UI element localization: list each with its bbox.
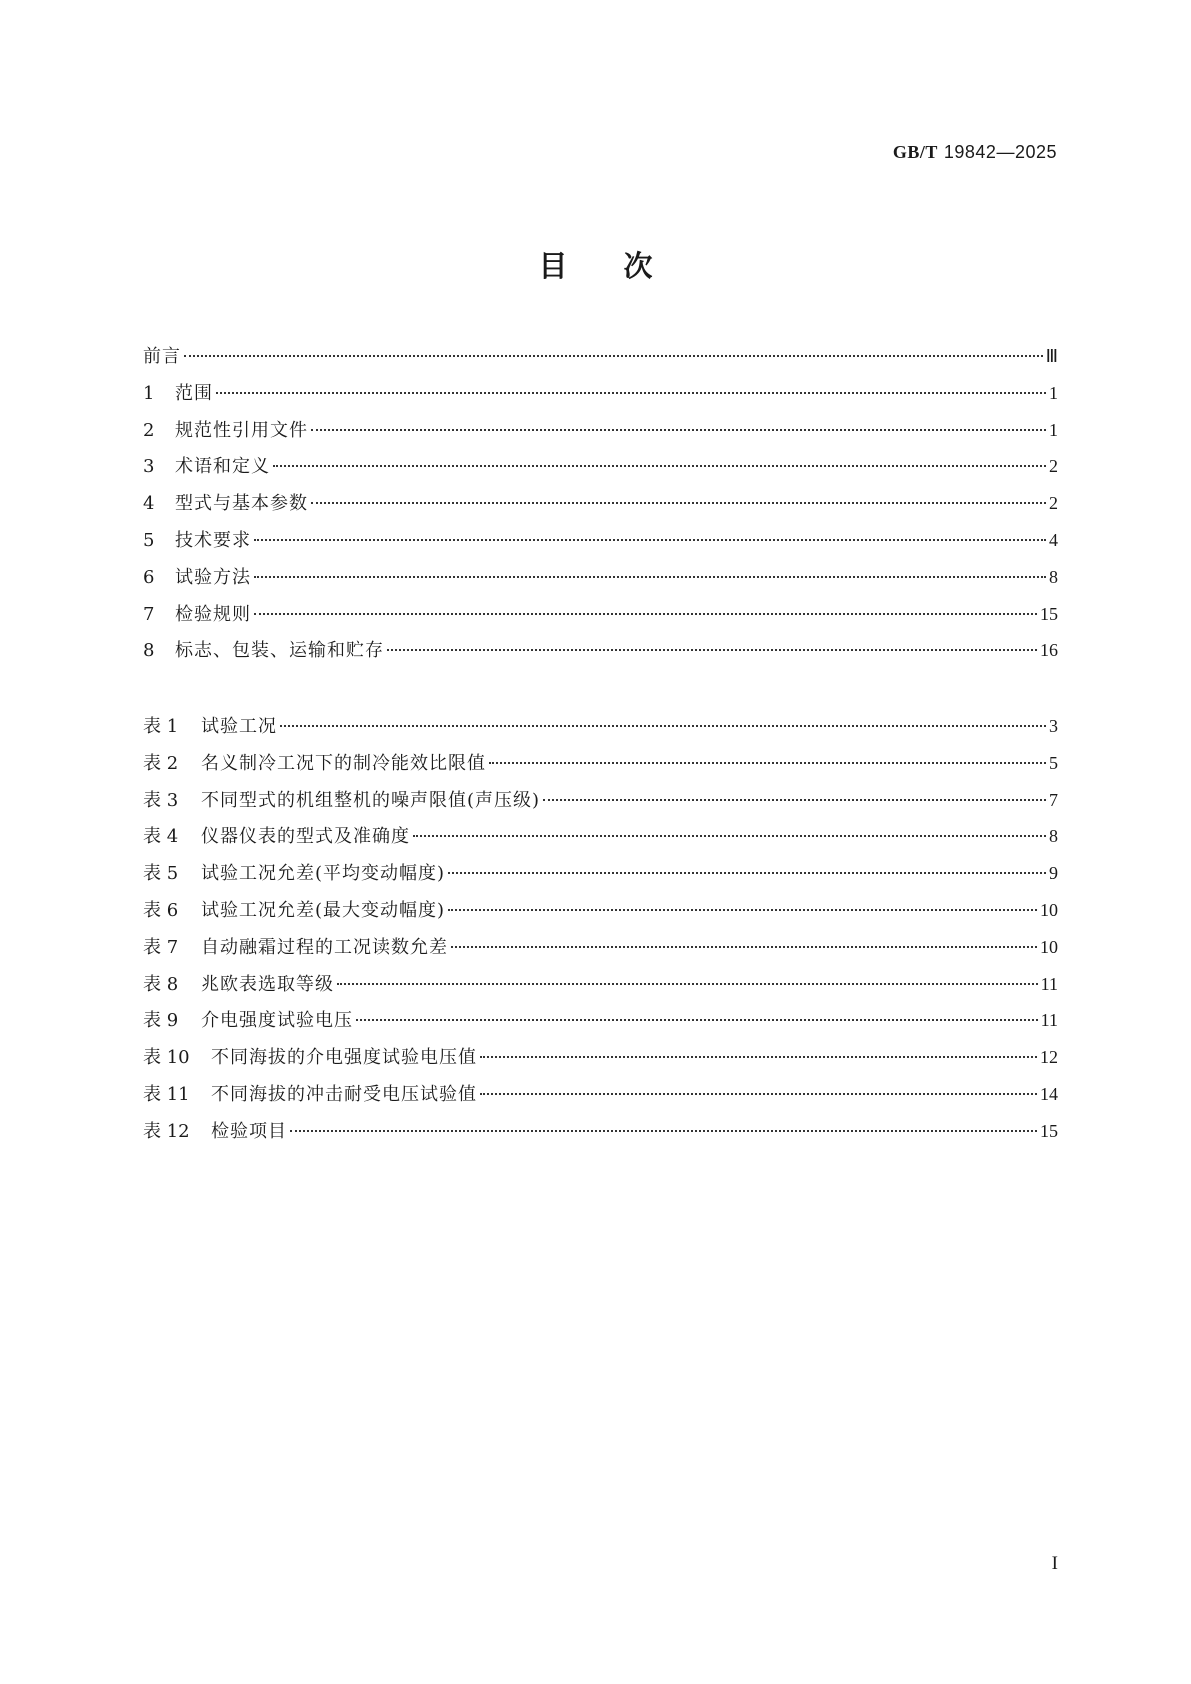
toc-entry[interactable] [143,898,1058,935]
toc-entry[interactable] [143,528,1058,565]
toc-tables-list [143,714,1058,1156]
dot-leader [311,429,1046,431]
toc-entry-number: 表 6 [143,899,179,921]
toc-entry-page: Ⅲ [1045,346,1058,366]
toc-entry[interactable] [143,751,1058,788]
toc-entry[interactable] [143,454,1058,491]
toc-entry-label: 兆欧表选取等级 [201,973,334,995]
toc-entry-page: 1 [1049,419,1058,440]
dot-leader [489,762,1046,764]
toc-entry-page: 10 [1040,936,1058,957]
toc-entry[interactable] [143,1119,1058,1156]
dot-leader [480,1093,1037,1095]
toc-entry-number: 表 8 [143,973,179,995]
dot-leader [337,983,1038,985]
dot-leader [273,465,1046,467]
toc-entry-label: 标志、包装、运输和贮存 [175,640,384,662]
toc-entry[interactable] [143,972,1058,1009]
toc-entry-page: 3 [1049,716,1058,736]
standard-number [893,142,1057,163]
toc-entry[interactable] [143,714,1058,751]
toc-entry-label: 试验工况允差(平均变动幅度) [201,863,446,885]
toc-entry-number: 6 [143,566,155,588]
toc-entry-label: 前言 [143,346,181,367]
toc-entry-number: 表 11 [143,1083,190,1105]
dot-leader [216,392,1046,394]
toc-entry-page: 14 [1040,1083,1058,1104]
toc-entry-page: 15 [1040,603,1058,624]
toc-entry-number: 5 [143,529,155,551]
toc-entry-label: 范围 [175,382,213,404]
toc-entry-page: 1 [1049,382,1058,403]
toc-entry-page: 2 [1049,493,1058,514]
toc-entry-number: 7 [143,603,155,625]
dot-leader [184,355,1043,357]
toc-entry[interactable] [143,638,1058,675]
toc-entry-label: 不同海拔的冲击耐受电压试验值 [211,1083,477,1105]
toc-entry-number: 表 3 [143,789,179,811]
toc-entry-label: 介电强度试验电压 [201,1010,353,1032]
toc-entry[interactable] [143,602,1058,639]
toc-entry-page: 12 [1040,1047,1058,1068]
toc-entry-number: 表 12 [143,1120,190,1142]
toc-entry-page: 11 [1040,1010,1058,1031]
toc-entry-label: 型式与基本参数 [175,493,308,515]
dot-leader [311,502,1046,504]
toc-entry-number: 表 4 [143,826,179,848]
dot-leader [413,835,1046,837]
toc-entry-number: 3 [143,456,155,478]
toc-entry-number: 2 [143,419,155,441]
toc-entry-number: 8 [143,640,155,662]
toc-entry[interactable] [143,1045,1058,1082]
toc-entry-number: 表 5 [143,863,179,885]
toc-entry[interactable] [143,381,1058,418]
toc-entry-page: 15 [1040,1120,1058,1141]
dot-leader [254,613,1037,615]
dot-leader [280,725,1046,727]
toc-entry[interactable] [143,861,1058,898]
toc-entry-label: 试验工况允差(最大变动幅度) [201,899,446,921]
toc-entry-page: 16 [1040,640,1058,661]
toc-entry-label: 不同型式的机组整机的噪声限值(声压级) [201,789,541,811]
toc-entry-page: 5 [1049,752,1058,773]
toc-entry-number: 表 2 [143,752,179,774]
toc-entry[interactable] [143,788,1058,825]
dot-leader [254,539,1046,541]
standard-id: 19842—2025 [943,142,1057,162]
toc-entry-number: 表 10 [143,1047,190,1069]
dot-leader [448,909,1037,911]
toc-entry[interactable] [143,491,1058,528]
toc-entry[interactable] [143,344,1058,381]
toc-entry[interactable] [143,418,1058,455]
page-number: I [1051,1553,1058,1574]
toc-entry-label: 技术要求 [175,529,251,551]
toc-entry-label: 不同海拔的介电强度试验电压值 [211,1047,477,1069]
toc-entry-label: 检验项目 [211,1120,287,1142]
dot-leader [290,1130,1037,1132]
toc-entry-number: 1 [143,382,155,404]
toc-entry-number: 表 7 [143,936,179,958]
toc-entry-number: 表 1 [143,716,179,737]
toc-entry-label: 试验工况 [201,716,277,737]
toc-entry[interactable] [143,824,1058,861]
toc-entry-label: 自动融霜过程的工况读数允差 [201,936,448,958]
toc-entry-label: 术语和定义 [175,456,270,478]
toc-entry-page: 8 [1049,566,1058,587]
toc-sections-list [143,344,1058,675]
toc-entry-page: 10 [1040,899,1058,920]
toc-entry-label: 试验方法 [175,566,251,588]
toc-entry-number: 表 9 [143,1010,179,1032]
toc-entry-page: 9 [1049,863,1058,884]
toc-entry-page: 8 [1049,826,1058,847]
toc-entry-label: 规范性引用文件 [175,419,308,441]
toc-entry-page: 11 [1040,973,1058,994]
dot-leader [480,1056,1037,1058]
toc-entry[interactable] [143,1082,1058,1119]
toc-entry-page: 2 [1049,456,1058,477]
toc-entry[interactable] [143,1008,1058,1045]
toc-entry-label: 检验规则 [175,603,251,625]
page-title: 目次 [538,249,709,283]
dot-leader [387,649,1037,651]
toc-entry-label: 仪器仪表的型式及准确度 [201,826,410,848]
toc-entry-label: 名义制冷工况下的制冷能效比限值 [201,752,486,774]
toc-entry[interactable] [143,565,1058,602]
toc-entry-page: 7 [1049,789,1058,810]
dot-leader [356,1019,1038,1021]
standard-code: GB/T [892,142,938,162]
toc-entry-number: 4 [143,493,155,515]
toc-entry[interactable] [143,935,1058,972]
dot-leader [448,872,1046,874]
dot-leader [451,946,1037,948]
dot-leader [254,576,1046,578]
dot-leader [543,799,1046,801]
toc-entry-page: 4 [1049,529,1058,550]
